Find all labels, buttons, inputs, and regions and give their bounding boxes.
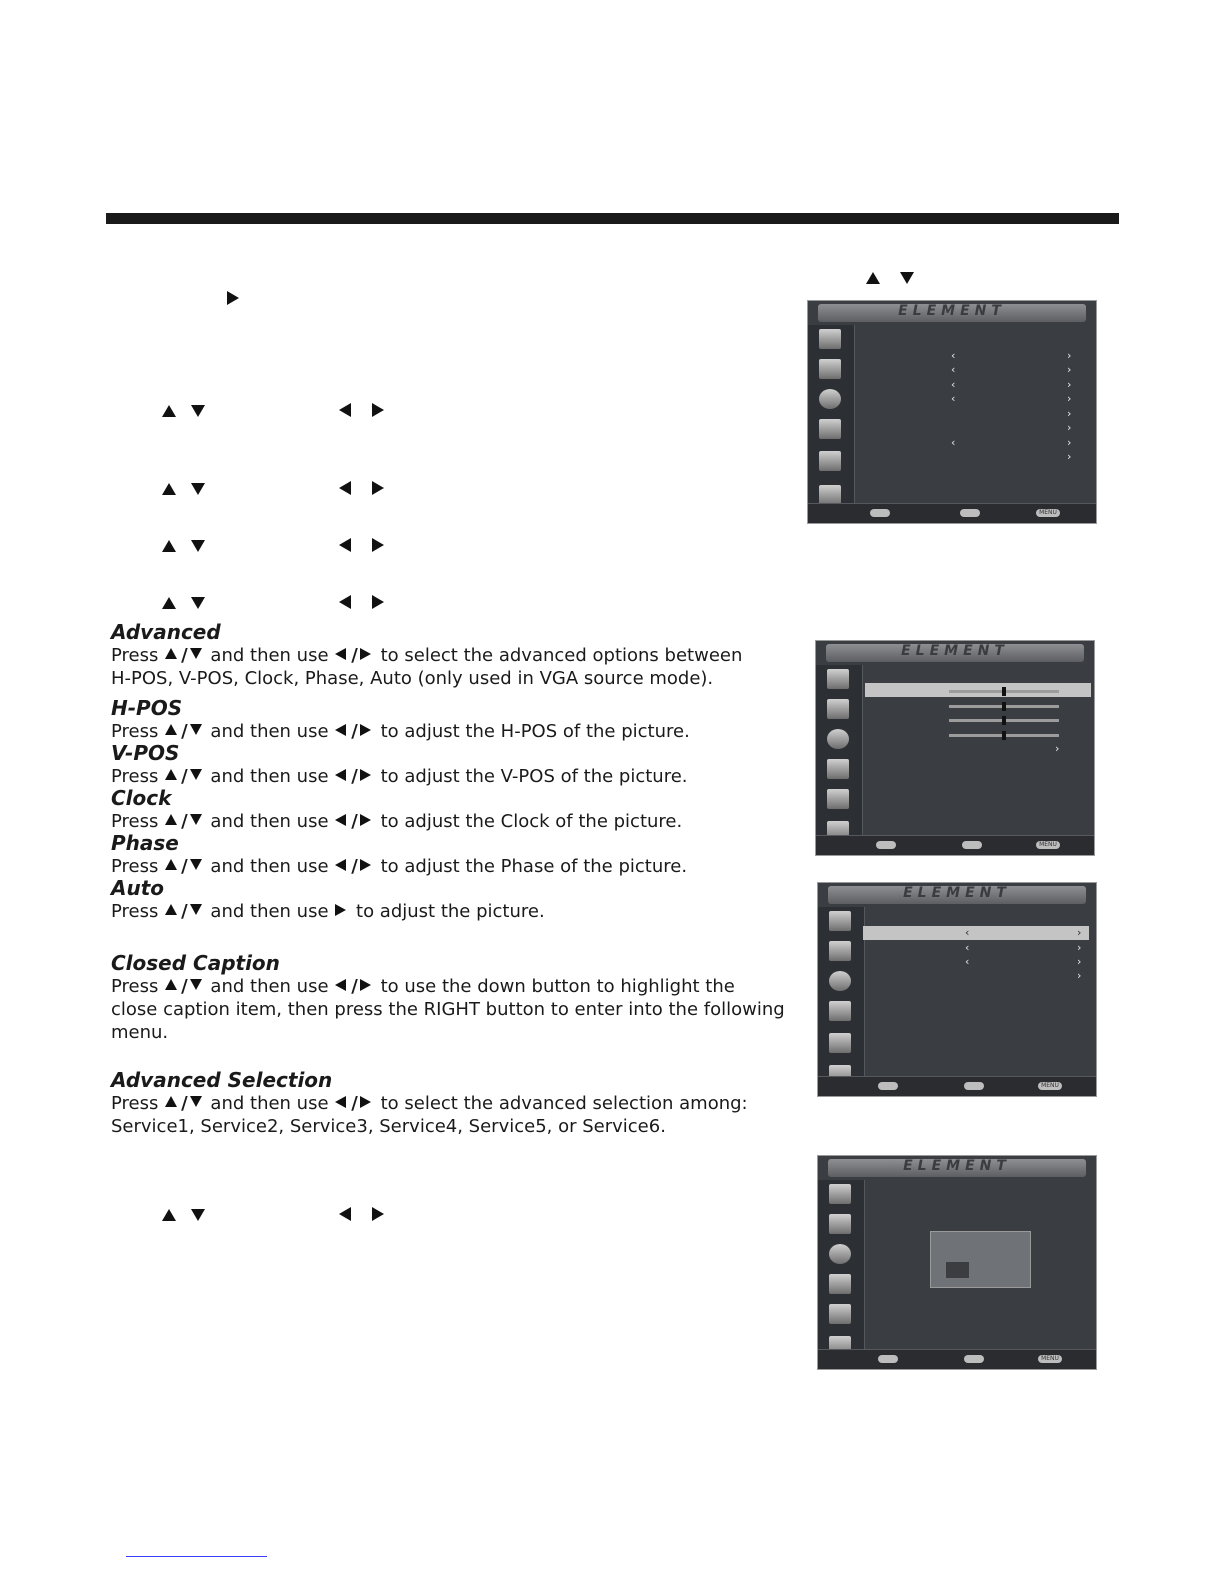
left-triangle-icon	[334, 647, 350, 663]
closed-caption-line-1: Press / and then use / to use the down button to highlight the	[111, 976, 735, 997]
down-triangle-icon	[191, 540, 205, 552]
up-triangle-icon	[164, 723, 180, 739]
updown-hint-icon	[878, 1355, 898, 1363]
osd-highlight-row	[863, 926, 1089, 940]
vpos-slider	[949, 705, 1059, 708]
sound-icon	[829, 1214, 851, 1234]
up-triangle-icon	[164, 647, 180, 663]
down-triangle-icon	[189, 978, 205, 994]
osd-brand-logo: ELEMENT	[901, 643, 1009, 659]
picture-icon	[827, 669, 849, 689]
chevron-left-icon: ‹	[965, 926, 970, 939]
leftright-hint-icon	[964, 1082, 984, 1090]
chevron-right-icon: ›	[1067, 450, 1072, 463]
channel-icon	[819, 485, 841, 505]
up-triangle-icon	[164, 813, 180, 829]
menu-hint-icon: MENU	[1036, 509, 1060, 517]
sound-icon	[819, 359, 841, 379]
chevron-right-icon: ›	[1077, 969, 1082, 982]
osd-confirm-dialog	[930, 1231, 1031, 1288]
up-triangle-icon	[162, 483, 176, 495]
leftright-hint-icon	[960, 509, 980, 517]
osd-screenshot-dialog	[817, 1155, 1097, 1370]
auto-heading: Auto	[111, 876, 165, 900]
vpos-section	[111, 742, 688, 788]
leftright-hint-icon	[962, 841, 982, 849]
section-divider	[106, 213, 1119, 224]
auto-line: Press / and then use to adjust the picture.	[111, 901, 545, 922]
down-triangle-icon	[189, 1095, 205, 1111]
updown-hint-icon	[878, 1082, 898, 1090]
vpos-heading: V-POS	[111, 741, 180, 765]
clock-icon	[827, 729, 849, 749]
phase-slider	[949, 734, 1059, 737]
left-triangle-icon	[334, 813, 350, 829]
chevron-right-icon: ›	[1067, 363, 1072, 376]
osd-sidebar	[818, 1180, 865, 1349]
chevron-right-icon: ›	[1067, 421, 1072, 434]
up-triangle-icon	[162, 597, 176, 609]
up-triangle-icon	[164, 858, 180, 874]
osd-screenshot-advanced-menu	[815, 640, 1095, 856]
picture-icon	[829, 1184, 851, 1204]
setup-icon	[827, 759, 849, 779]
chevron-left-icon: ‹	[951, 349, 956, 362]
advanced-selection-line-1: Press / and then use / to select the advanced selection among:	[111, 1093, 748, 1114]
osd-sidebar	[818, 907, 865, 1076]
advanced-selection-section	[111, 1069, 748, 1138]
left-triangle-icon	[334, 978, 350, 994]
auto-section	[111, 877, 545, 923]
lock-icon	[819, 451, 841, 471]
footer-underline	[126, 1556, 267, 1557]
right-triangle-icon	[227, 291, 239, 305]
clock-icon	[819, 389, 841, 409]
down-triangle-icon	[900, 272, 914, 284]
hpos-heading: H-POS	[111, 696, 183, 720]
right-triangle-icon	[334, 903, 350, 919]
right-triangle-icon	[359, 768, 375, 784]
clock-icon	[829, 971, 851, 991]
advanced-section	[111, 621, 742, 690]
left-triangle-icon	[339, 1207, 351, 1221]
menu-hint-icon: MENU	[1038, 1082, 1062, 1090]
chevron-right-icon: ›	[1067, 349, 1072, 362]
osd-brand-logo: ELEMENT	[903, 885, 1011, 901]
right-triangle-icon	[359, 723, 375, 739]
leftright-hint-icon	[964, 1355, 984, 1363]
closed-caption-line-3: menu.	[111, 1022, 169, 1043]
vpos-line: Press / and then use / to adjust the V-POS of the picture.	[111, 766, 688, 787]
dialog-button	[946, 1262, 969, 1278]
picture-icon	[829, 911, 851, 931]
chevron-left-icon: ‹	[951, 363, 956, 376]
clock-section	[111, 787, 682, 833]
menu-hint-icon: MENU	[1038, 1355, 1062, 1363]
chevron-right-icon: ›	[1077, 955, 1082, 968]
setup-icon	[829, 1001, 851, 1021]
osd-brand-logo: ELEMENT	[903, 1158, 1011, 1174]
lock-icon	[829, 1304, 851, 1324]
down-triangle-icon	[191, 597, 205, 609]
osd-sidebar	[816, 665, 863, 835]
left-triangle-icon	[334, 723, 350, 739]
chevron-right-icon: ›	[1055, 742, 1060, 755]
advanced-line-2: H-POS, V-POS, Clock, Phase, Auto (only used in VGA source mode).	[111, 668, 714, 689]
chevron-right-icon: ›	[1067, 436, 1072, 449]
right-triangle-icon	[359, 858, 375, 874]
down-triangle-icon	[189, 723, 205, 739]
left-triangle-icon	[339, 595, 351, 609]
down-triangle-icon	[189, 768, 205, 784]
left-triangle-icon	[334, 768, 350, 784]
up-triangle-icon	[164, 978, 180, 994]
advanced-selection-heading: Advanced Selection	[111, 1068, 333, 1092]
sound-icon	[829, 941, 851, 961]
left-triangle-icon	[339, 481, 351, 495]
up-triangle-icon	[162, 540, 176, 552]
menu-hint-icon: MENU	[1036, 841, 1060, 849]
chevron-left-icon: ‹	[951, 392, 956, 405]
right-triangle-icon	[372, 538, 384, 552]
lock-icon	[827, 789, 849, 809]
down-triangle-icon	[191, 405, 205, 417]
left-triangle-icon	[339, 538, 351, 552]
osd-screenshot-picture-menu	[807, 300, 1097, 524]
picture-icon	[819, 329, 841, 349]
chevron-right-icon: ›	[1077, 926, 1082, 939]
closed-caption-heading: Closed Caption	[111, 951, 280, 975]
osd-footer	[808, 503, 1096, 523]
advanced-heading: Advanced	[111, 620, 221, 644]
chevron-left-icon: ‹	[951, 378, 956, 391]
osd-footer	[816, 835, 1094, 855]
right-triangle-icon	[372, 481, 384, 495]
chevron-right-icon: ›	[1077, 941, 1082, 954]
sound-icon	[827, 699, 849, 719]
osd-brand-logo: ELEMENT	[898, 303, 1006, 319]
up-triangle-icon	[162, 405, 176, 417]
chevron-right-icon: ›	[1067, 392, 1072, 405]
up-triangle-icon	[164, 768, 180, 784]
clock-slider	[949, 719, 1059, 722]
left-triangle-icon	[339, 403, 351, 417]
chevron-left-icon: ‹	[951, 436, 956, 449]
down-triangle-icon	[189, 813, 205, 829]
up-triangle-icon	[164, 1095, 180, 1111]
osd-screenshot-caption-menu	[817, 882, 1097, 1097]
left-triangle-icon	[334, 858, 350, 874]
chevron-right-icon: ›	[1067, 378, 1072, 391]
down-triangle-icon	[189, 903, 205, 919]
hpos-slider	[949, 690, 1059, 693]
phase-heading: Phase	[111, 831, 179, 855]
hpos-section	[111, 697, 690, 743]
advanced-line-1: Press / and then use / to select the advanced options between	[111, 645, 743, 666]
down-triangle-icon	[191, 1209, 205, 1221]
updown-hint-icon	[870, 509, 890, 517]
phase-section	[111, 832, 687, 878]
right-triangle-icon	[359, 813, 375, 829]
right-triangle-icon	[372, 595, 384, 609]
clock-heading: Clock	[111, 786, 172, 810]
chevron-left-icon: ‹	[965, 955, 970, 968]
advanced-selection-line-2: Service1, Service2, Service3, Service4, Service5, or Service6.	[111, 1116, 666, 1137]
osd-footer	[818, 1076, 1096, 1096]
right-triangle-icon	[359, 978, 375, 994]
right-triangle-icon	[359, 1095, 375, 1111]
osd-sidebar	[808, 325, 855, 503]
down-triangle-icon	[189, 647, 205, 663]
closed-caption-line-2: close caption item, then press the RIGHT button to enter into the following	[111, 999, 785, 1020]
clock-icon	[829, 1244, 851, 1264]
setup-icon	[829, 1274, 851, 1294]
setup-icon	[819, 419, 841, 439]
closed-caption-section	[111, 952, 821, 1044]
right-triangle-icon	[372, 1207, 384, 1221]
down-triangle-icon	[189, 858, 205, 874]
down-triangle-icon	[191, 483, 205, 495]
up-triangle-icon	[162, 1209, 176, 1221]
clock-line: Press / and then use / to adjust the Clock of the picture.	[111, 811, 683, 832]
hpos-line: Press / and then use / to adjust the H-POS of the picture.	[111, 721, 690, 742]
lock-icon	[829, 1033, 851, 1053]
right-triangle-icon	[359, 647, 375, 663]
left-triangle-icon	[334, 1095, 350, 1111]
up-triangle-icon	[866, 272, 880, 284]
phase-line: Press / and then use / to adjust the Phase of the picture.	[111, 856, 688, 877]
updown-hint-icon	[876, 841, 896, 849]
chevron-right-icon: ›	[1067, 407, 1072, 420]
right-triangle-icon	[372, 403, 384, 417]
up-triangle-icon	[164, 903, 180, 919]
osd-footer	[818, 1349, 1096, 1369]
chevron-left-icon: ‹	[965, 941, 970, 954]
